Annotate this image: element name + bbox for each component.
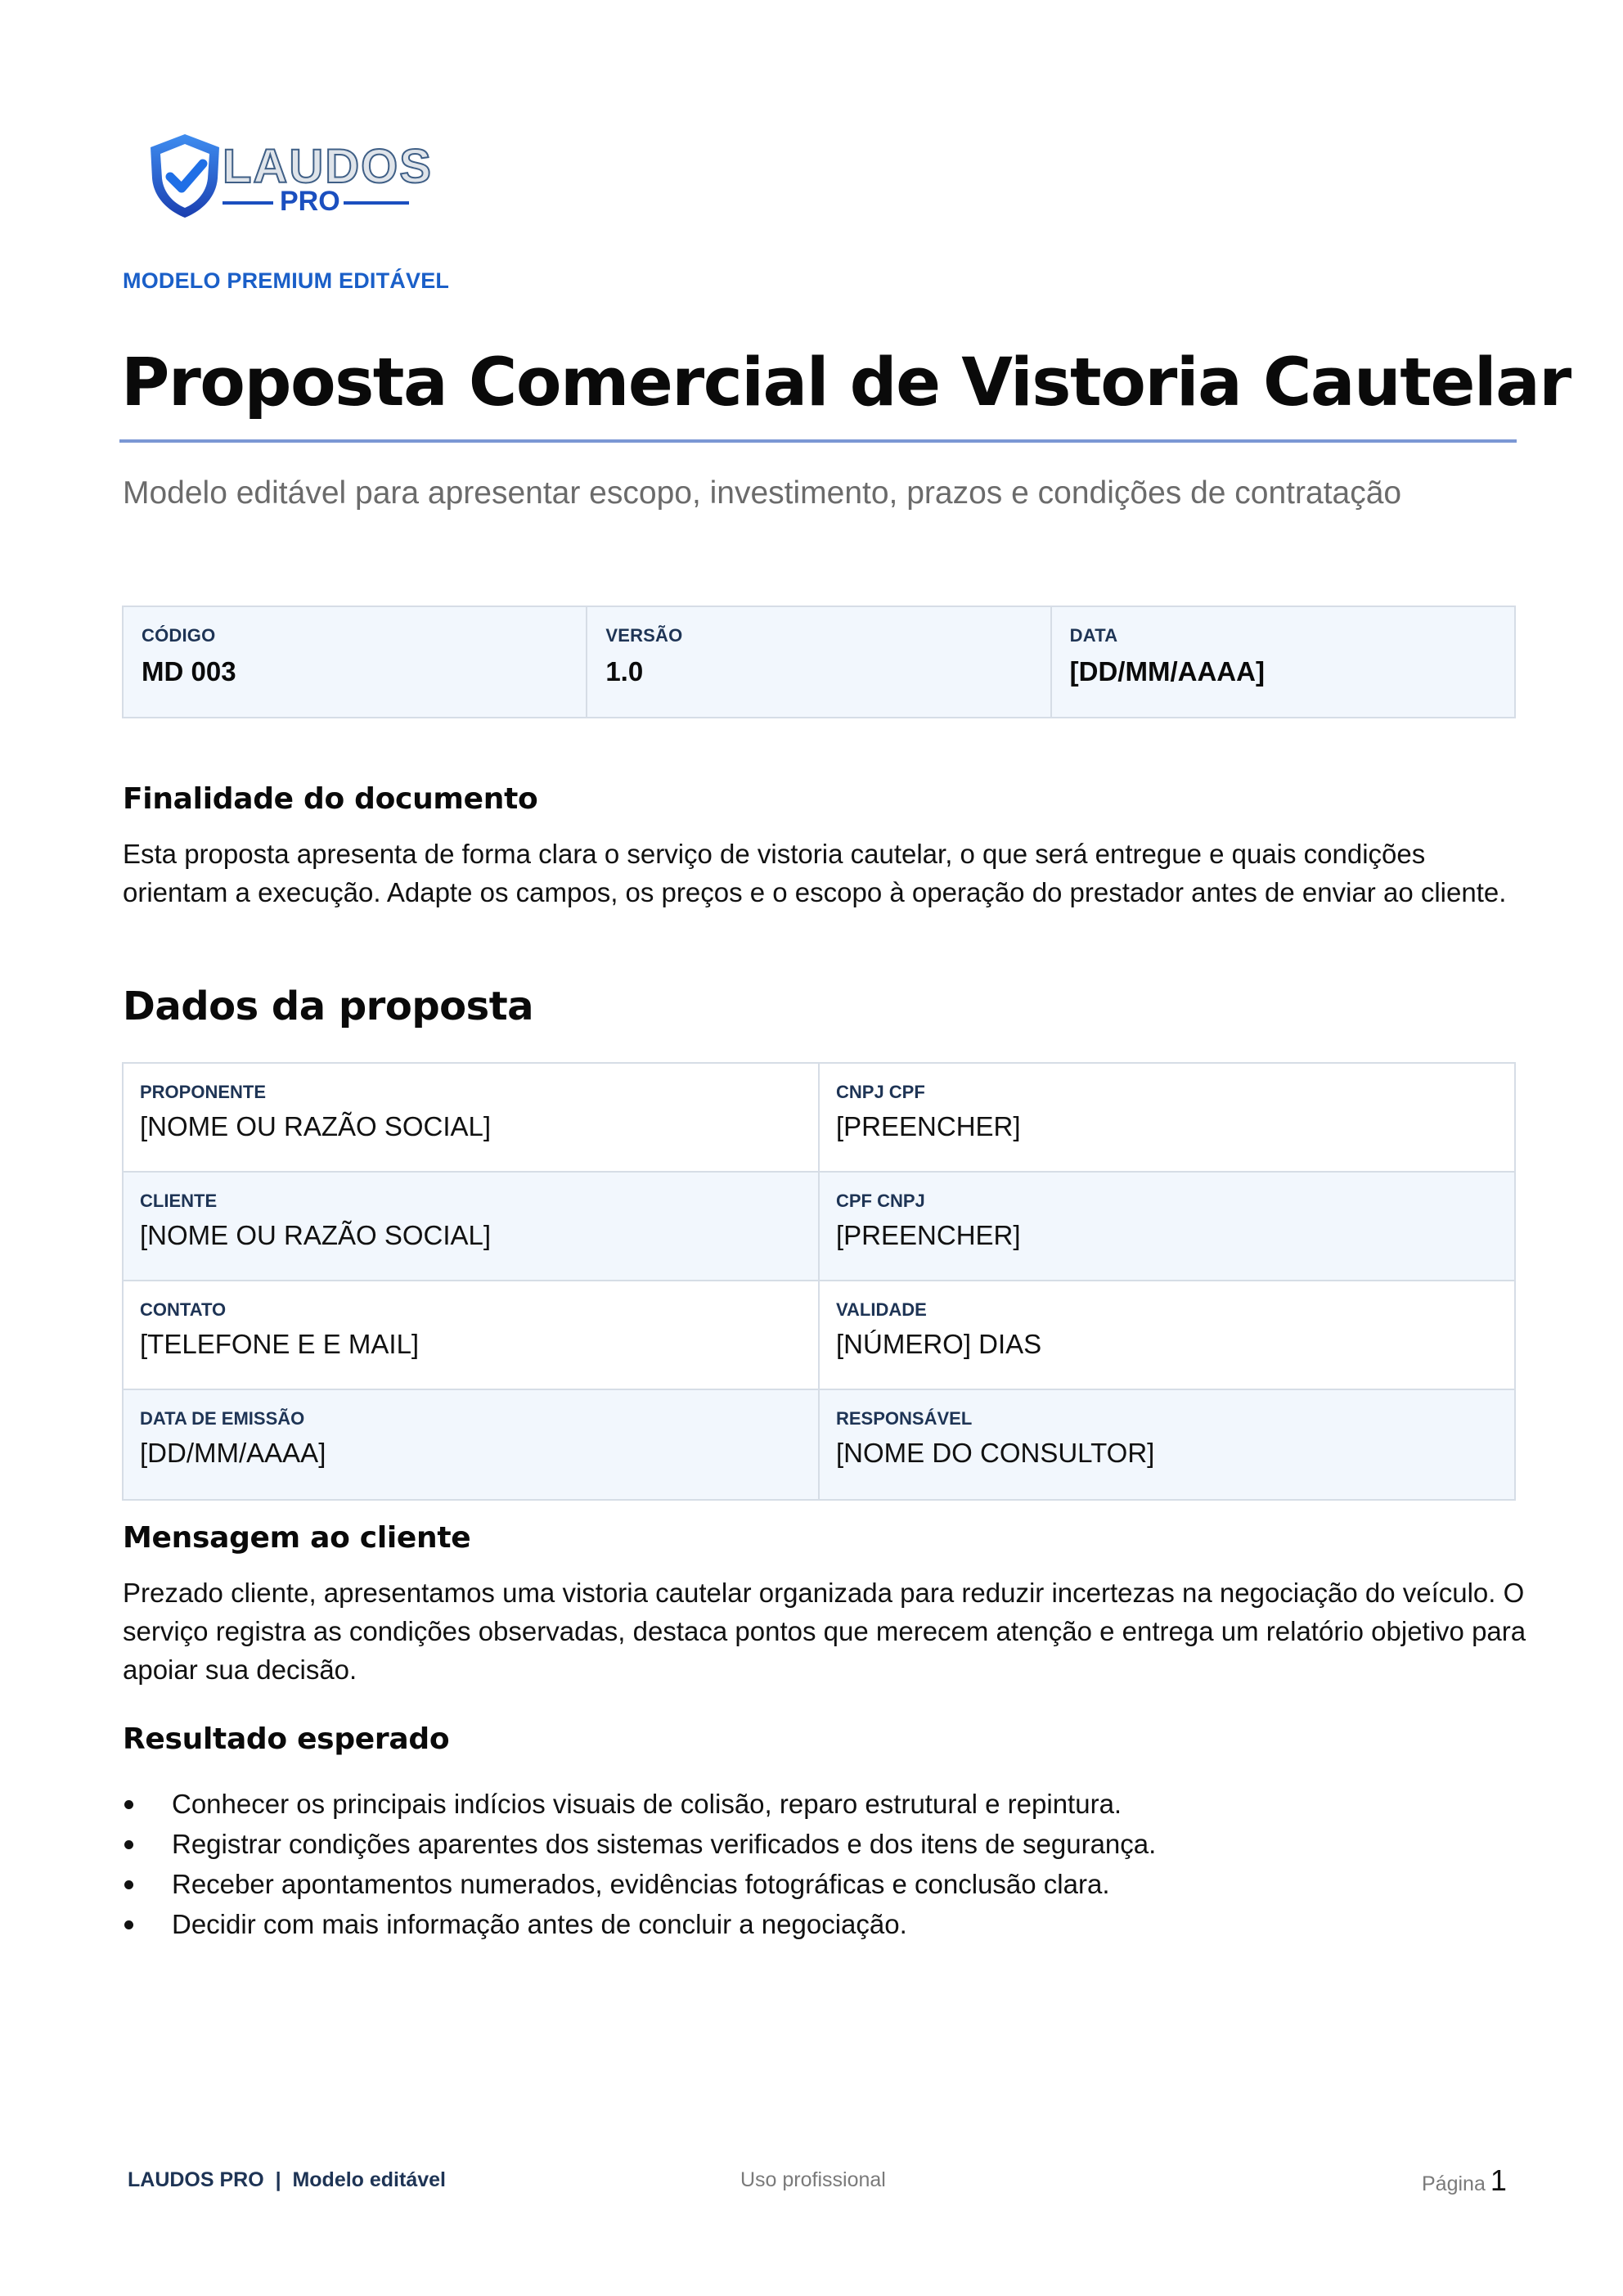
bullet-icon	[124, 1920, 133, 1929]
meta-value: [DD/MM/AAAA]	[1069, 656, 1265, 687]
bullet-icon	[124, 1840, 133, 1849]
cell-value: [NOME DO CONSULTOR]	[836, 1438, 1155, 1468]
table-cell	[820, 1064, 1514, 1171]
meta-cell-version	[587, 607, 1051, 717]
kicker-label: MODELO PREMIUM EDITÁVEL	[123, 268, 450, 293]
meta-label: CÓDIGO	[142, 625, 216, 646]
table-cell	[820, 1173, 1514, 1280]
cell-value: [NOME OU RAZÃO SOCIAL]	[140, 1111, 492, 1141]
document-subtitle: Modelo editável para apresentar escopo, investimento, prazos e condições de contratação	[123, 475, 1402, 511]
table-cell	[820, 1390, 1514, 1499]
list-item	[123, 1864, 1513, 1904]
footer-brand: LAUDOS PRO | Modelo editável	[128, 2168, 446, 2191]
list-item	[123, 1824, 1513, 1864]
list-item-text: Conhecer os principais indícios visuais de colisão, reparo estrutural e repintura.	[172, 1789, 1122, 1819]
cell-value: [DD/MM/AAAA]	[140, 1438, 326, 1468]
cell-label: RESPONSÁVEL	[836, 1408, 973, 1429]
list-item	[123, 1784, 1513, 1824]
meta-label: DATA	[1069, 625, 1118, 646]
logo-line-left	[223, 201, 273, 205]
logo-wordmark: LAUDOS	[223, 140, 433, 193]
purpose-text: Esta proposta apresenta de forma clara o serviço de vistoria cautelar, o que será entregue e quais condições orientam a execução. Adapte os campos, os preços e o escopo à operação do prestador antes de enviar ao cliente.	[123, 839, 1507, 907]
cell-label: DATA DE EMISSÃO	[140, 1408, 305, 1429]
cell-label: CONTATO	[140, 1299, 227, 1320]
cell-label: VALIDADE	[836, 1299, 927, 1320]
list-item-text: Receber apontamentos numerados, evidências fotográficas e conclusão clara.	[172, 1869, 1110, 1899]
bullet-icon	[124, 1880, 133, 1889]
list-item-text: Decidir com mais informação antes de concluir a negociação.	[172, 1909, 907, 1939]
cell-value: [NOME OU RAZÃO SOCIAL]	[140, 1220, 492, 1250]
meta-table	[122, 606, 1516, 718]
footer-usage: Uso profissional	[740, 2168, 886, 2191]
logo-sub: PRO	[280, 186, 340, 217]
title-divider	[119, 439, 1517, 443]
document-title: Proposta Comercial de Vistoria Cautelar	[121, 344, 1571, 421]
table-cell	[124, 1390, 820, 1499]
meta-cell-code	[124, 607, 587, 717]
logo-line-right	[344, 201, 409, 205]
table-row	[124, 1173, 1514, 1281]
logo	[141, 131, 433, 221]
table-cell	[124, 1281, 820, 1389]
cell-value: [PREENCHER]	[836, 1111, 1021, 1141]
results-heading: Resultado esperado	[123, 1722, 450, 1756]
bullet-icon	[124, 1800, 133, 1809]
page-label: Página	[1422, 2172, 1486, 2195]
proposal-heading: Dados da proposta	[123, 984, 534, 1029]
list-item	[123, 1904, 1513, 1944]
footer-page	[1422, 2163, 1507, 2198]
message-heading: Mensagem ao cliente	[123, 1521, 471, 1555]
cell-label: PROPONENTE	[140, 1082, 267, 1102]
cell-value: [PREENCHER]	[836, 1220, 1021, 1250]
meta-label: VERSÃO	[605, 625, 683, 646]
table-cell	[124, 1064, 820, 1171]
shield-check-icon	[144, 131, 226, 221]
table-row	[124, 1064, 1514, 1173]
meta-value: 1.0	[605, 656, 644, 687]
meta-cell-date	[1052, 607, 1514, 717]
table-row	[124, 1390, 1514, 1499]
cell-label: CPF CNPJ	[836, 1191, 925, 1211]
cell-value: [NÚMERO] DIAS	[836, 1329, 1042, 1359]
list-item-text: Registrar condições aparentes dos sistemas verificados e dos itens de segurança.	[172, 1829, 1157, 1859]
proposal-table	[122, 1062, 1516, 1501]
meta-value: MD 003	[142, 656, 236, 687]
page-number: 1	[1490, 2163, 1507, 2197]
cell-label: CNPJ CPF	[836, 1082, 925, 1102]
purpose-heading: Finalidade do documento	[123, 782, 538, 816]
table-cell	[124, 1173, 820, 1280]
table-row	[124, 1281, 1514, 1390]
results-list	[123, 1784, 1513, 1944]
cell-label: CLIENTE	[140, 1191, 218, 1211]
table-cell	[820, 1281, 1514, 1389]
message-text: Prezado cliente, apresentamos uma vistoria cautelar organizada para reduzir incertezas na negociação do veículo. O serviço registra as condições observadas, destaca pontos que merecem atenção e entrega um relatório objetivo para apoiar sua decisão.	[123, 1578, 1526, 1685]
cell-value: [TELEFONE E E MAIL]	[140, 1329, 420, 1359]
